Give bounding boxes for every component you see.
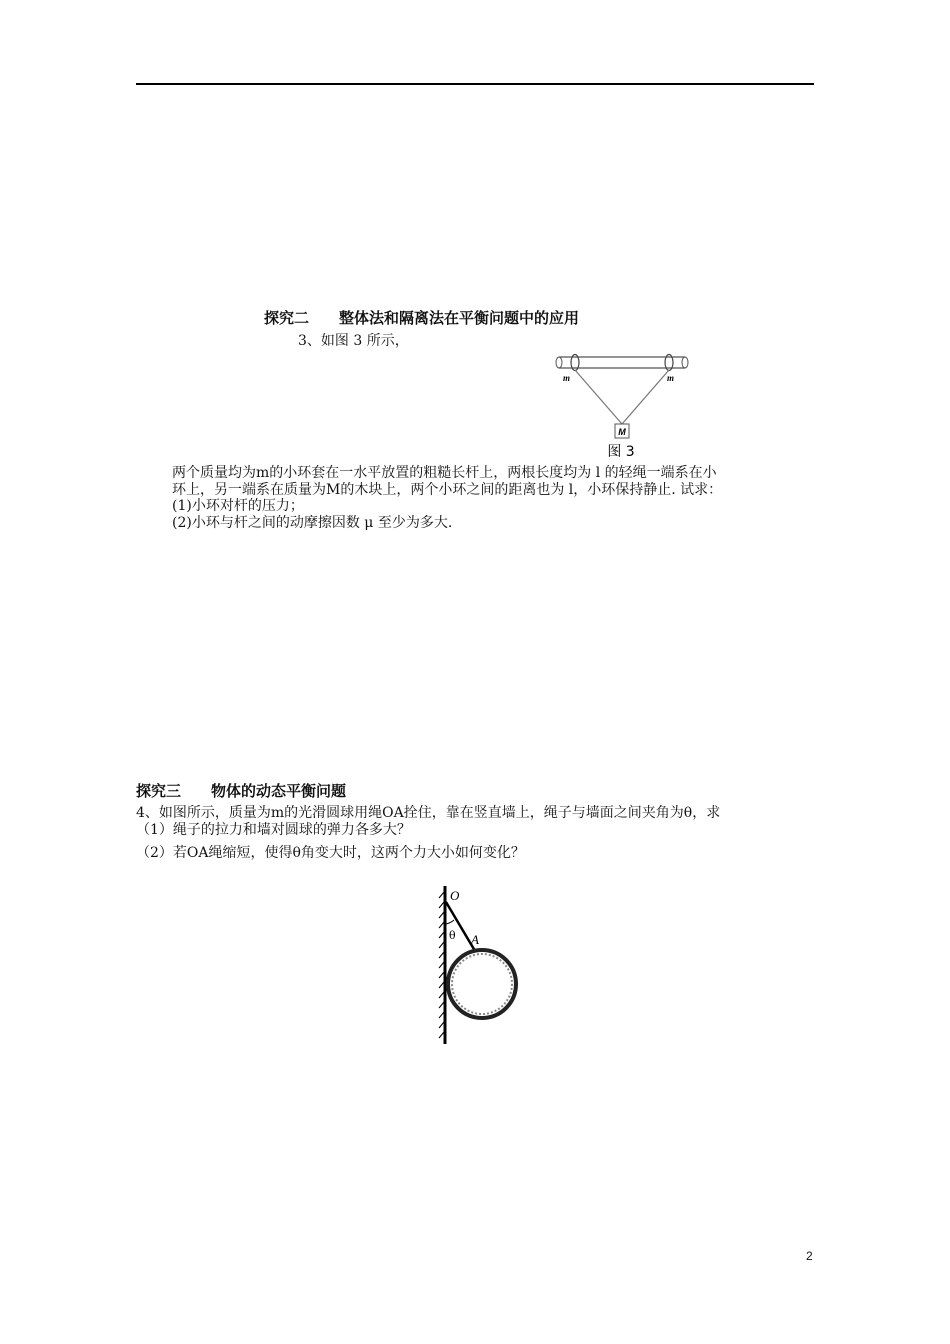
question3-lead: 3、如图 3 所示， — [298, 333, 409, 349]
right-ring-label: m — [667, 373, 675, 383]
header-rule — [136, 83, 814, 85]
figure3-caption: 图 3 — [607, 444, 635, 460]
question3-sub1: (1)小环对杆的压力； — [172, 498, 304, 514]
section2-heading: 探究二 整体法和隔离法在平衡问题中的应用 — [264, 309, 580, 327]
left-rope — [575, 370, 622, 424]
point-O-label: O — [450, 888, 460, 903]
ball — [448, 950, 516, 1018]
question3-sub2: (2)小环与杆之间的动摩擦因数 μ 至少为多大. — [172, 515, 453, 531]
question4-sub2: （2）若OA绳缩短，使得θ角变大时，这两个力大小如何变化？ — [136, 845, 525, 861]
block-label: M — [618, 427, 626, 437]
figure-3 — [553, 350, 693, 460]
question3-line1: 两个质量均为m的小环套在一水平放置的粗糙长杆上，两根长度均为 l 的轻绳一端系在小 — [172, 465, 717, 481]
question4-line1: 4、如图所示，质量为m的光滑圆球用绳OA拴住，靠在竖直墙上，绳子与墙面之间夹角为θ，求 — [136, 805, 721, 821]
right-rope — [622, 370, 669, 424]
rod — [556, 357, 688, 368]
figure-4 — [430, 884, 530, 1049]
question4-sub1: （1）绳子的拉力和墙对圆球的弹力各多大？ — [136, 822, 411, 838]
left-ring-label: m — [563, 373, 571, 383]
section3-heading: 探究三 物体的动态平衡问题 — [136, 782, 347, 800]
angle-arc — [446, 920, 454, 924]
point-A-label: A — [471, 932, 479, 947]
wall-hatching — [439, 892, 444, 1038]
question3-line2: 环上，另一端系在质量为M的木块上，两个小环之间的距离也为 l，小环保持静止. 试求： — [172, 482, 723, 498]
theta-label: θ — [449, 929, 456, 942]
page-number: 2 — [806, 1249, 813, 1263]
